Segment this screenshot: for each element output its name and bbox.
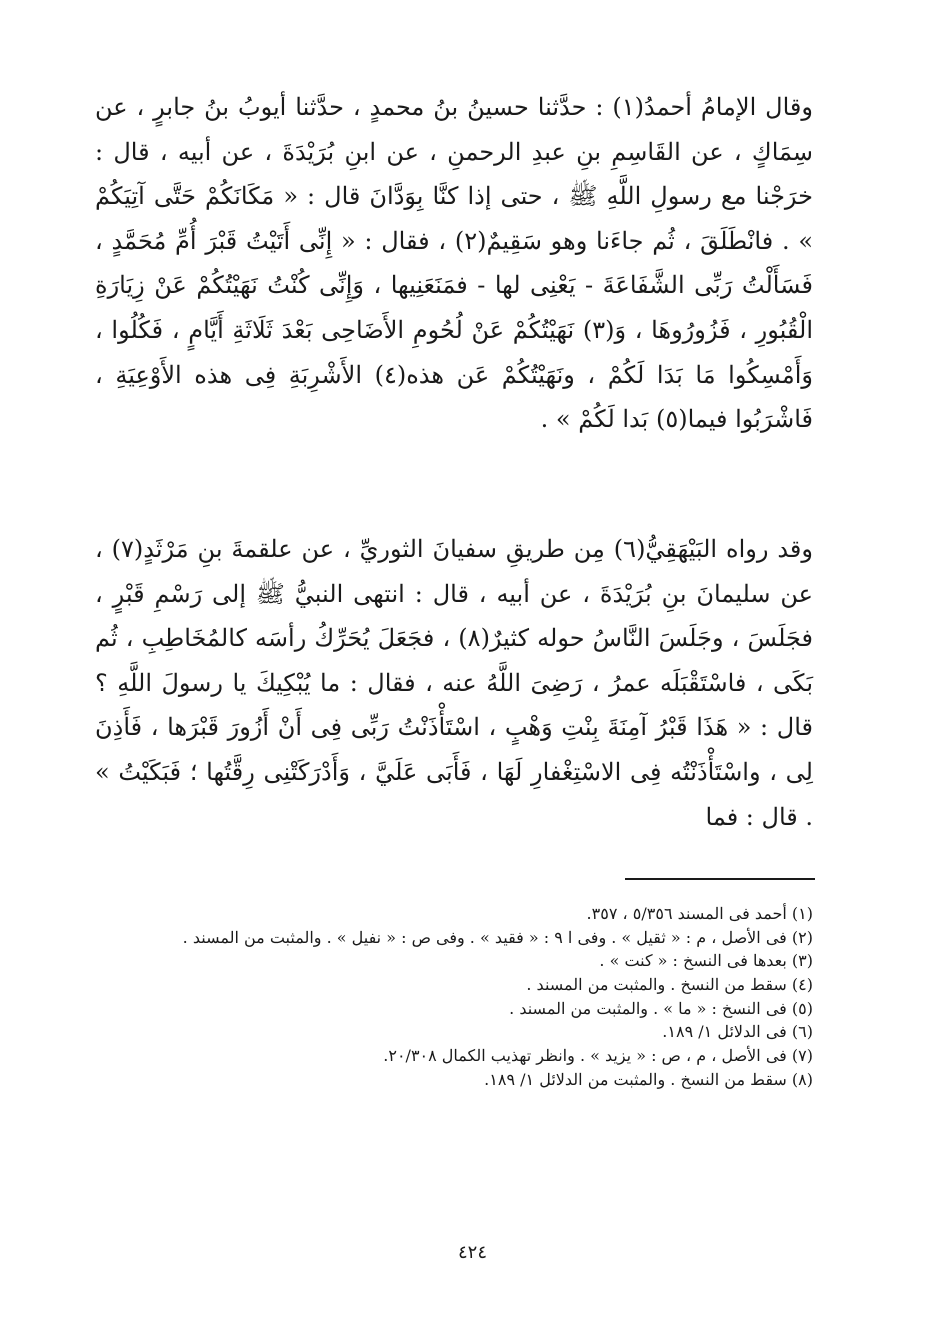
footnote-4: (٤) سقط من النسخ . والمثبت من المسند . xyxy=(526,975,813,995)
footnote-1: (١) أحمد فى المسند ٥/٣٥٦ ، ٣٥٧. xyxy=(586,904,813,923)
page-number: ٤٢٤ xyxy=(457,1242,487,1263)
footnote-7: (٧) فى الأصل ، م ، ص : « يزيد » . وانظر تهذيب الكمال ٢٠/٣٠٨. xyxy=(383,1046,813,1066)
paragraph-hadith-ahmad: وقال الإمامُ أحمدُ(١) : حدَّثنا حسينُ بنُ محمدٍ ، حدَّثنا أيوبُ بنُ جابرٍ ، عن سِمَاكٍ ، عن القَاسِمِ بنِ عبدِ الرحمنِ ، عن ابنِ بُرَيْدَةَ ، عن أبيه ، قال : خرَجْنا مع رسولِ اللَّهِ ﷺ ، حتى إذا كنَّا بِوَدَّانَ قال : « مَكَانَكُمْ حَتَّى آتِيَكُمْ » . فانْطَلَقَ ، ثُم جاءَنا وهو سَقِيمٌ(٢) ، فقال : « إِنِّى أَتَيْتُ قَبْرَ أُمِّ مُحَمَّدٍ ، فَسَأَلْتُ رَبِّى الشَّفَاعَةَ - يَعْنِى لها - فمَنَعَنِيها ، وَإِنِّى كُنْتُ نَهَيْتُكُمْ عَنْ زِيَارَةِ الْقُبُورِ ، فَزُورُوهَا ، وَ(٣) نَهَيْتُكُمْ عَنْ لُحُومِ الأَضَاحِى بَعْدَ ثَلَاثَةِ أَيَّامٍ ، فَكُلُوا ، وَأَمْسِكُوا مَا بَدَا لَكُمْ ، ونَهَيْتُكُمْ عَن هذه(٤) الأَشْرِبَةِ فِى هذه الأَوْعِيَةِ ، فَاشْرَبُوا فيما(٥) بَدا لَكُمْ » . xyxy=(95,93,814,434)
footnote-6: (٦) فى الدلائل ١/ ١٨٩. xyxy=(662,1022,813,1042)
footnotes-list xyxy=(95,902,813,1092)
paragraph-hadith-bayhaqi: وقد رواه البَيْهَقِيُّ(٦) مِن طريقِ سفيانَ الثوريِّ ، عن علقمةَ بنِ مَرْثَدٍ(٧) ، عن سليمانَ بنِ بُرَيْدَةَ ، عن أبيه ، قال : انتهى النبيُّ ﷺ إلى رَسْمِ قَبْرٍ ، فجَلَسَ ، وجَلَسَ النَّاسُ حوله كثيرٌ(٨) ، فجَعَلَ يُحَرِّكُ رأسَه كالمُخَاطِبِ ، ثُم بَكَى ، فاسْتَقْبَلَه عمرُ ، رَضِىَ اللَّهُ عنه ، فقال : ما يُبْكِيكَ يا رسولَ اللَّهِ ؟ قال : « هَذَا قَبْرُ آمِنَةَ بِنْتِ وَهْبٍ ، اسْتَأْذَنْتُ رَبِّى فِى أَنْ أَزُورَ قَبْرَها ، فَأَذِنَ لِى ، واسْتَأْذَنْتُه فِى الاسْتِغْفارِ لَهَا ، فَأَبَى عَلَيَّ ، وَأَدْرَكَتْنِى رِقَّتُها ؛ فَبَكَيْتُ » . قال : فما xyxy=(95,535,813,831)
footnote-2: (٢) فى الأصل ، م : « ثقيل » . وفى ا ٩ : « فقيد » . وفى ص : « نفيل » . والمثبت من المسند . xyxy=(182,927,813,947)
footnote-3: (٣) بعدها فى النسخ : « كنت » . xyxy=(599,951,813,971)
footnote-5: (٥) فى النسخ : « ما » . والمثبت من المسند . xyxy=(509,998,813,1018)
footnote-8: (٨) سقط من النسخ . والمثبت من الدلائل ١/ ١٨٩. xyxy=(484,1069,813,1089)
footnote-separator xyxy=(625,878,815,880)
